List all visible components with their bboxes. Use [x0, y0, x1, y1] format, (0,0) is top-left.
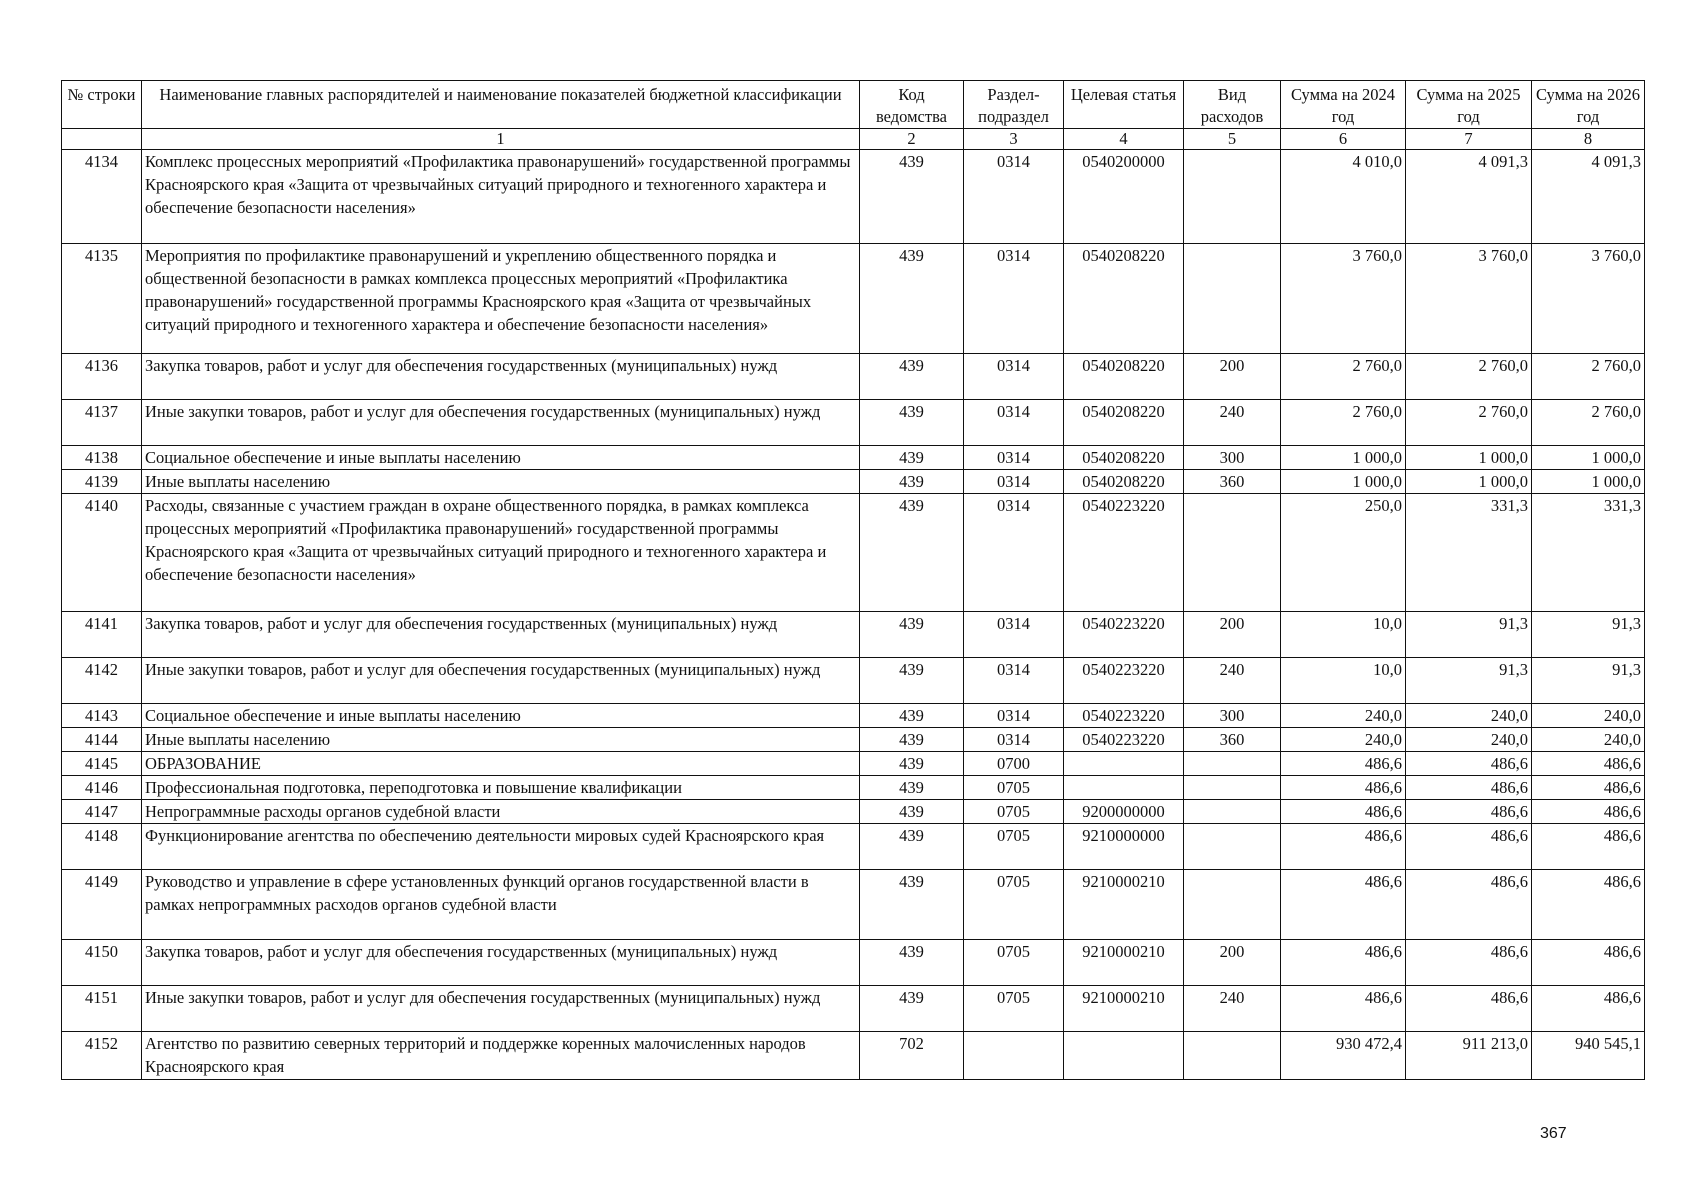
row-number: 4147 [62, 800, 142, 824]
row-article: 0540223220 [1064, 612, 1184, 658]
row-article: 0540208220 [1064, 446, 1184, 470]
row-sum-2026: 486,6 [1532, 752, 1645, 776]
row-sum-2024: 486,6 [1281, 940, 1406, 986]
budget-table [61, 80, 1645, 1080]
row-section: 0705 [964, 940, 1064, 986]
row-sum-2026: 1 000,0 [1532, 470, 1645, 494]
row-sum-2024: 240,0 [1281, 704, 1406, 728]
row-kind [1184, 150, 1281, 244]
row-dept-code: 439 [860, 728, 964, 752]
row-sum-2025: 240,0 [1406, 728, 1532, 752]
row-section: 0705 [964, 870, 1064, 940]
row-name: Социальное обеспечение и иные выплаты населению [142, 446, 860, 470]
row-name: Иные закупки товаров, работ и услуг для обеспечения государственных (муниципальных) нужд [142, 400, 860, 446]
header-article: Целевая статья [1064, 81, 1184, 129]
column-number: 8 [1532, 129, 1645, 150]
row-sum-2026: 4 091,3 [1532, 150, 1645, 244]
row-number: 4146 [62, 776, 142, 800]
table-row [62, 446, 1645, 470]
row-article: 0540208220 [1064, 470, 1184, 494]
row-section: 0700 [964, 752, 1064, 776]
table-row [62, 354, 1645, 400]
row-number: 4141 [62, 612, 142, 658]
row-sum-2026: 486,6 [1532, 940, 1645, 986]
row-number: 4148 [62, 824, 142, 870]
row-number: 4151 [62, 986, 142, 1032]
row-sum-2026: 940 545,1 [1532, 1032, 1645, 1080]
row-dept-code: 439 [860, 150, 964, 244]
row-name: ОБРАЗОВАНИЕ [142, 752, 860, 776]
row-sum-2026: 2 760,0 [1532, 400, 1645, 446]
row-name: Иные выплаты населению [142, 470, 860, 494]
row-number: 4134 [62, 150, 142, 244]
row-name: Иные закупки товаров, работ и услуг для обеспечения государственных (муниципальных) нужд [142, 658, 860, 704]
row-sum-2024: 10,0 [1281, 612, 1406, 658]
table-row [62, 824, 1645, 870]
row-dept-code: 439 [860, 870, 964, 940]
row-kind [1184, 244, 1281, 354]
row-name: Закупка товаров, работ и услуг для обеспечения государственных (муниципальных) нужд [142, 940, 860, 986]
row-dept-code: 439 [860, 446, 964, 470]
column-number: 3 [964, 129, 1064, 150]
row-dept-code: 439 [860, 824, 964, 870]
row-dept-code: 439 [860, 752, 964, 776]
row-dept-code: 439 [860, 800, 964, 824]
row-number: 4143 [62, 704, 142, 728]
row-sum-2024: 486,6 [1281, 800, 1406, 824]
header-sum-2026: Сумма на 2026 год [1532, 81, 1645, 129]
row-sum-2025: 240,0 [1406, 704, 1532, 728]
table-row [62, 752, 1645, 776]
row-sum-2024: 3 760,0 [1281, 244, 1406, 354]
column-number: 2 [860, 129, 964, 150]
row-sum-2024: 10,0 [1281, 658, 1406, 704]
row-section [964, 1032, 1064, 1080]
row-sum-2025: 486,6 [1406, 940, 1532, 986]
row-article: 9210000210 [1064, 940, 1184, 986]
row-kind: 300 [1184, 704, 1281, 728]
row-section: 0314 [964, 150, 1064, 244]
page-number: 367 [1540, 1125, 1567, 1142]
row-section: 0314 [964, 612, 1064, 658]
row-sum-2026: 240,0 [1532, 704, 1645, 728]
row-sum-2025: 486,6 [1406, 824, 1532, 870]
header-row-no: № строки [62, 81, 142, 129]
row-article [1064, 752, 1184, 776]
table-row [62, 870, 1645, 940]
row-sum-2026: 2 760,0 [1532, 354, 1645, 400]
row-sum-2026: 3 760,0 [1532, 244, 1645, 354]
table-row [62, 400, 1645, 446]
row-kind [1184, 494, 1281, 612]
row-article: 0540208220 [1064, 400, 1184, 446]
row-article: 9210000210 [1064, 870, 1184, 940]
table-row [62, 704, 1645, 728]
row-dept-code: 439 [860, 776, 964, 800]
row-sum-2026: 1 000,0 [1532, 446, 1645, 470]
column-number-row [62, 129, 1645, 150]
row-sum-2026: 486,6 [1532, 776, 1645, 800]
row-kind [1184, 776, 1281, 800]
column-number: 5 [1184, 129, 1281, 150]
row-sum-2024: 486,6 [1281, 824, 1406, 870]
row-sum-2024: 486,6 [1281, 986, 1406, 1032]
row-name: Мероприятия по профилактике правонарушений и укреплению общественного порядка и общественной безопасности в рамках комплекса процессных мероприятий «Профилактика правонарушений» государственной программы Красноярского края «Защита от чрезвычайных ситуаций природного и техногенного характера и обеспечение безопасности населения» [142, 244, 860, 354]
row-dept-code: 439 [860, 494, 964, 612]
row-number: 4136 [62, 354, 142, 400]
row-kind: 240 [1184, 400, 1281, 446]
row-sum-2025: 3 760,0 [1406, 244, 1532, 354]
row-sum-2025: 331,3 [1406, 494, 1532, 612]
row-dept-code: 702 [860, 1032, 964, 1080]
row-dept-code: 439 [860, 470, 964, 494]
row-section: 0314 [964, 728, 1064, 752]
row-sum-2025: 91,3 [1406, 612, 1532, 658]
row-section: 0314 [964, 446, 1064, 470]
row-kind [1184, 800, 1281, 824]
row-name: Комплекс процессных мероприятий «Профилактика правонарушений» государственной программы Красноярского края «Защита от чрезвычайных ситуаций природного и техногенного характера и обеспечение безопасности населения» [142, 150, 860, 244]
row-kind: 200 [1184, 940, 1281, 986]
row-number: 4135 [62, 244, 142, 354]
row-kind: 240 [1184, 986, 1281, 1032]
row-sum-2024: 486,6 [1281, 870, 1406, 940]
table-row [62, 470, 1645, 494]
table-row [62, 986, 1645, 1032]
column-number: 6 [1281, 129, 1406, 150]
row-section: 0705 [964, 800, 1064, 824]
row-sum-2025: 486,6 [1406, 776, 1532, 800]
table-row [62, 494, 1645, 612]
row-kind [1184, 752, 1281, 776]
row-kind [1184, 870, 1281, 940]
row-sum-2024: 486,6 [1281, 752, 1406, 776]
row-sum-2025: 4 091,3 [1406, 150, 1532, 244]
header-row [62, 81, 1645, 129]
row-kind: 200 [1184, 612, 1281, 658]
row-sum-2024: 1 000,0 [1281, 446, 1406, 470]
row-dept-code: 439 [860, 354, 964, 400]
table-row [62, 776, 1645, 800]
row-number: 4150 [62, 940, 142, 986]
header-name: Наименование главных распорядителей и наименование показателей бюджетной классификации [142, 81, 860, 129]
row-section: 0314 [964, 244, 1064, 354]
row-article: 0540223220 [1064, 658, 1184, 704]
row-sum-2026: 486,6 [1532, 870, 1645, 940]
row-sum-2025: 486,6 [1406, 752, 1532, 776]
row-sum-2026: 486,6 [1532, 800, 1645, 824]
row-article: 0540208220 [1064, 244, 1184, 354]
table-row [62, 800, 1645, 824]
table-row [62, 658, 1645, 704]
row-article: 0540208220 [1064, 354, 1184, 400]
row-sum-2025: 91,3 [1406, 658, 1532, 704]
table-row [62, 940, 1645, 986]
budget-table-body [62, 150, 1645, 1080]
row-sum-2026: 331,3 [1532, 494, 1645, 612]
row-sum-2026: 91,3 [1532, 658, 1645, 704]
row-section: 0705 [964, 776, 1064, 800]
row-kind: 240 [1184, 658, 1281, 704]
row-article: 9200000000 [1064, 800, 1184, 824]
row-sum-2026: 486,6 [1532, 824, 1645, 870]
row-number: 4137 [62, 400, 142, 446]
row-number: 4145 [62, 752, 142, 776]
row-article: 0540223220 [1064, 704, 1184, 728]
budget-page [61, 80, 1644, 1080]
row-sum-2025: 1 000,0 [1406, 470, 1532, 494]
row-name: Иные выплаты населению [142, 728, 860, 752]
row-dept-code: 439 [860, 940, 964, 986]
row-number: 4138 [62, 446, 142, 470]
row-article [1064, 776, 1184, 800]
column-number: 4 [1064, 129, 1184, 150]
row-kind: 360 [1184, 470, 1281, 494]
row-sum-2025: 2 760,0 [1406, 354, 1532, 400]
row-article: 9210000000 [1064, 824, 1184, 870]
row-sum-2025: 1 000,0 [1406, 446, 1532, 470]
table-row [62, 612, 1645, 658]
row-sum-2024: 4 010,0 [1281, 150, 1406, 244]
row-dept-code: 439 [860, 658, 964, 704]
column-number: 1 [142, 129, 860, 150]
row-sum-2024: 240,0 [1281, 728, 1406, 752]
header-kind: Вид расходов [1184, 81, 1281, 129]
row-name: Руководство и управление в сфере установленных функций органов государственной власти в рамках непрограммных расходов органов судебной власти [142, 870, 860, 940]
row-kind [1184, 824, 1281, 870]
header-section: Раздел-подраздел [964, 81, 1064, 129]
row-number: 4142 [62, 658, 142, 704]
row-sum-2025: 911 213,0 [1406, 1032, 1532, 1080]
row-dept-code: 439 [860, 400, 964, 446]
row-number: 4139 [62, 470, 142, 494]
row-kind [1184, 1032, 1281, 1080]
row-sum-2026: 486,6 [1532, 986, 1645, 1032]
row-kind: 360 [1184, 728, 1281, 752]
row-section: 0314 [964, 704, 1064, 728]
row-dept-code: 439 [860, 704, 964, 728]
table-row [62, 728, 1645, 752]
row-section: 0314 [964, 658, 1064, 704]
row-section: 0314 [964, 400, 1064, 446]
row-section: 0314 [964, 494, 1064, 612]
row-name: Социальное обеспечение и иные выплаты населению [142, 704, 860, 728]
row-section: 0705 [964, 986, 1064, 1032]
row-kind: 300 [1184, 446, 1281, 470]
row-article: 0540223220 [1064, 494, 1184, 612]
row-number: 4149 [62, 870, 142, 940]
row-name: Функционирование агентства по обеспечению деятельности мировых судей Красноярского края [142, 824, 860, 870]
table-row [62, 1032, 1645, 1080]
row-sum-2025: 2 760,0 [1406, 400, 1532, 446]
row-sum-2024: 250,0 [1281, 494, 1406, 612]
row-name: Иные закупки товаров, работ и услуг для обеспечения государственных (муниципальных) нужд [142, 986, 860, 1032]
row-sum-2024: 2 760,0 [1281, 400, 1406, 446]
row-section: 0705 [964, 824, 1064, 870]
row-sum-2025: 486,6 [1406, 800, 1532, 824]
row-article: 0540200000 [1064, 150, 1184, 244]
row-section: 0314 [964, 470, 1064, 494]
column-number [62, 129, 142, 150]
row-number: 4140 [62, 494, 142, 612]
header-dept-code: Код ведомства [860, 81, 964, 129]
row-sum-2025: 486,6 [1406, 870, 1532, 940]
row-number: 4152 [62, 1032, 142, 1080]
row-sum-2024: 1 000,0 [1281, 470, 1406, 494]
row-sum-2026: 91,3 [1532, 612, 1645, 658]
row-sum-2025: 486,6 [1406, 986, 1532, 1032]
row-sum-2024: 486,6 [1281, 776, 1406, 800]
row-sum-2024: 930 472,4 [1281, 1032, 1406, 1080]
row-name: Агентство по развитию северных территорий и поддержке коренных малочисленных народов Красноярского края [142, 1032, 860, 1080]
row-article: 9210000210 [1064, 986, 1184, 1032]
row-name: Профессиональная подготовка, переподготовка и повышение квалификации [142, 776, 860, 800]
row-dept-code: 439 [860, 244, 964, 354]
row-name: Закупка товаров, работ и услуг для обеспечения государственных (муниципальных) нужд [142, 354, 860, 400]
column-number: 7 [1406, 129, 1532, 150]
header-sum-2025: Сумма на 2025 год [1406, 81, 1532, 129]
row-article: 0540223220 [1064, 728, 1184, 752]
row-kind: 200 [1184, 354, 1281, 400]
row-name: Непрограммные расходы органов судебной власти [142, 800, 860, 824]
row-dept-code: 439 [860, 612, 964, 658]
table-row [62, 244, 1645, 354]
row-section: 0314 [964, 354, 1064, 400]
row-dept-code: 439 [860, 986, 964, 1032]
row-article [1064, 1032, 1184, 1080]
table-row [62, 150, 1645, 244]
header-sum-2024: Сумма на 2024 год [1281, 81, 1406, 129]
row-sum-2026: 240,0 [1532, 728, 1645, 752]
row-name: Закупка товаров, работ и услуг для обеспечения государственных (муниципальных) нужд [142, 612, 860, 658]
row-sum-2024: 2 760,0 [1281, 354, 1406, 400]
row-name: Расходы, связанные с участием граждан в охране общественного порядка, в рамках комплекса процессных мероприятий «Профилактика правонарушений» государственной программы Красноярского края «Защита от чрезвычайных ситуаций природного и техногенного характера и обеспечение безопасности населения» [142, 494, 860, 612]
row-number: 4144 [62, 728, 142, 752]
